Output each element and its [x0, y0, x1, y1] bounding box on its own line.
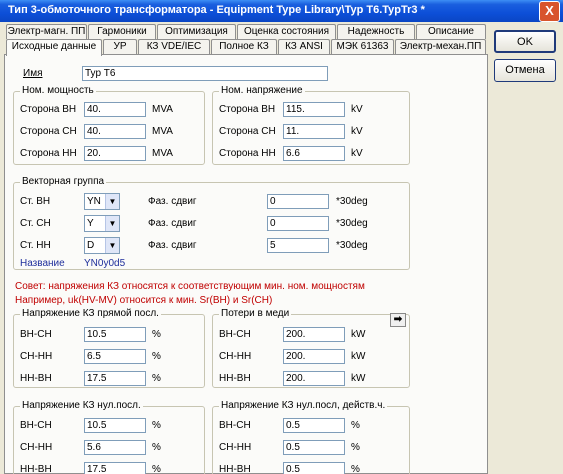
vector-hv-select-value: YN — [87, 196, 101, 207]
sc-zero-real-mv-lv-unit: % — [351, 442, 360, 453]
rated-power-title: Ном. мощность — [22, 85, 94, 96]
sc-positive-title: Напряжение КЗ прямой посл. — [22, 308, 159, 319]
vector-mv-shift-label: Фаз. сдвиг — [148, 218, 197, 229]
copper-hv-mv-label: ВН-СН — [219, 329, 251, 340]
title-bar[interactable] — [0, 0, 563, 22]
sc-pos-lv-hv-label: НН-ВН — [20, 373, 52, 384]
sc-zero-real-hv-mv-unit: % — [351, 420, 360, 431]
sc-zero-mv-lv-label: СН-НН — [20, 442, 53, 453]
rated-voltage-title: Ном. напряжение — [221, 85, 303, 96]
chevron-down-icon[interactable]: ▼ — [105, 238, 119, 253]
rated-voltage-hv-label: Сторона ВН — [219, 104, 276, 115]
rated-voltage-lv-unit: kV — [351, 148, 363, 159]
rated-voltage-mv-unit: kV — [351, 126, 363, 137]
sc-zero-real-mv-lv-input[interactable]: 0.5 — [283, 440, 345, 455]
tab-state-estimation[interactable]: Оценка состояния — [237, 24, 336, 39]
copper-hv-mv-unit: kW — [351, 329, 366, 340]
rated-power-mv-unit: MVA — [152, 126, 173, 137]
sc-zero-hv-mv-unit: % — [152, 420, 161, 431]
vector-hv-shift-input[interactable]: 0 — [267, 194, 329, 209]
close-button[interactable]: X — [539, 1, 560, 22]
copper-lv-hv-unit: kW — [351, 373, 366, 384]
name-input[interactable]: Typ T6 — [82, 66, 328, 81]
rated-voltage-hv-input[interactable]: 115. — [283, 102, 345, 117]
vector-name-value: YN0y0d5 — [84, 258, 126, 269]
vector-hv-unit: *30deg — [336, 196, 368, 207]
rated-power-hv-label: Сторона ВН — [20, 104, 77, 115]
rated-power-mv-input[interactable]: 40. — [84, 124, 146, 139]
sc-pos-hv-mv-unit: % — [152, 329, 161, 340]
sc-zero-real-hv-mv-input[interactable]: 0.5 — [283, 418, 345, 433]
sc-zero-title: Напряжение КЗ нул.посл. — [22, 400, 141, 411]
sc-pos-hv-mv-label: ВН-СН — [20, 329, 52, 340]
rated-power-hv-input[interactable]: 40. — [84, 102, 146, 117]
vector-lv-label: Ст. НН — [20, 240, 51, 251]
ok-button[interactable]: OK — [494, 30, 556, 53]
tab-sc-ansi[interactable]: КЗ ANSI — [278, 39, 330, 54]
sc-zero-real-lv-hv-input[interactable]: 0.5 — [283, 462, 345, 474]
sc-zero-real-lv-hv-unit: % — [351, 464, 360, 474]
vector-lv-select[interactable] — [84, 237, 120, 254]
vector-mv-select-value: Y — [87, 218, 94, 229]
sc-zero-mv-lv-input[interactable]: 5.6 — [84, 440, 146, 455]
window-title: Тип 3-обмоточного трансформатора - Equipment Type Library\Typ T6.TypTr3 * — [8, 4, 425, 16]
sc-zero-group — [13, 400, 205, 474]
vector-name-label: Название — [20, 258, 65, 269]
vector-hv-shift-label: Фаз. сдвиг — [148, 196, 197, 207]
cancel-button[interactable]: Отмена — [494, 59, 556, 82]
tab-harmonics[interactable]: Гармоники — [88, 24, 156, 39]
rated-voltage-group — [212, 85, 410, 165]
sc-zero-lv-hv-unit: % — [152, 464, 161, 474]
copper-lv-hv-label: НН-ВН — [219, 373, 251, 384]
tab-iec-61363[interactable]: МЭК 61363 — [331, 39, 394, 54]
tab-basic-data[interactable]: Исходные данные — [6, 39, 102, 56]
hint-line-2: Например, uk(HV-MV) относится к мин. Sr(ВН) и Sr(СН) — [15, 295, 273, 306]
rated-power-lv-label: Сторона НН — [20, 148, 77, 159]
sc-zero-hv-mv-label: ВН-СН — [20, 420, 52, 431]
sc-zero-lv-hv-label: НН-ВН — [20, 464, 52, 474]
vector-mv-unit: *30deg — [336, 218, 368, 229]
tab-load-flow[interactable]: УР — [103, 39, 137, 54]
sc-zero-lv-hv-input[interactable]: 17.5 — [84, 462, 146, 474]
sc-zero-real-mv-lv-label: СН-НН — [219, 442, 252, 453]
rated-power-lv-input[interactable]: 20. — [84, 146, 146, 161]
vector-lv-select-value: D — [87, 240, 95, 251]
sc-zero-real-title: Напряжение КЗ нул.посл, действ.ч. — [221, 400, 386, 411]
rated-power-group — [13, 85, 205, 165]
copper-mv-lv-unit: kW — [351, 351, 366, 362]
rated-voltage-hv-unit: kV — [351, 104, 363, 115]
vector-lv-shift-label: Фаз. сдвиг — [148, 240, 197, 251]
tabs-row-top — [0, 24, 490, 39]
vector-group-title: Векторная группа — [22, 176, 105, 187]
tab-em-transients[interactable]: Электр-магн. ПП — [7, 26, 86, 37]
vector-lv-shift-input[interactable]: 5 — [267, 238, 329, 253]
tab-complete-sc[interactable]: Полное КЗ — [211, 39, 277, 54]
sc-pos-mv-lv-label: СН-НН — [20, 351, 53, 362]
copper-hv-mv-input[interactable]: 200. — [283, 327, 345, 342]
rated-voltage-lv-label: Сторона НН — [219, 148, 276, 159]
sc-pos-mv-lv-input[interactable]: 6.5 — [84, 349, 146, 364]
sc-zero-real-hv-mv-label: ВН-СН — [219, 420, 251, 431]
vector-hv-select[interactable] — [84, 193, 120, 210]
tab-rms-simulation[interactable]: Электр-механ.ПП — [395, 39, 486, 54]
vector-group-group — [13, 176, 410, 270]
basic-data-panel — [4, 54, 488, 474]
sc-pos-mv-lv-unit: % — [152, 351, 161, 362]
rated-power-hv-unit: MVA — [152, 104, 173, 115]
vector-mv-shift-input[interactable]: 0 — [267, 216, 329, 231]
copper-lv-hv-input[interactable]: 200. — [283, 371, 345, 386]
tab-reliability[interactable]: Надежность — [337, 24, 415, 39]
name-label: Имя — [23, 68, 43, 79]
copper-losses-group — [212, 308, 410, 388]
sc-zero-real-lv-hv-label: НН-ВН — [219, 464, 251, 474]
rated-power-lv-unit: MVA — [152, 148, 173, 159]
copper-losses-title: Потери в меди — [221, 308, 290, 319]
tab-description[interactable]: Описание — [416, 24, 486, 39]
copper-mv-lv-label: СН-НН — [219, 351, 252, 362]
rated-voltage-lv-input[interactable]: 6.6 — [283, 146, 345, 161]
sc-zero-hv-mv-input[interactable]: 10.5 — [84, 418, 146, 433]
rated-voltage-mv-label: Сторона СН — [219, 126, 276, 137]
vector-mv-select[interactable] — [84, 215, 120, 232]
arrow-right-icon[interactable]: ➡ — [390, 313, 406, 327]
tab-sc-vde-iec[interactable]: КЗ VDE/IEC — [138, 39, 210, 54]
chevron-down-icon[interactable]: ▼ — [105, 216, 119, 231]
copper-mv-lv-input[interactable]: 200. — [283, 349, 345, 364]
vector-lv-unit: *30deg — [336, 240, 368, 251]
chevron-down-icon[interactable]: ▼ — [105, 194, 119, 209]
sc-pos-hv-mv-input[interactable]: 10.5 — [84, 327, 146, 342]
sc-positive-group — [13, 308, 205, 388]
sc-pos-lv-hv-input[interactable]: 17.5 — [84, 371, 146, 386]
rated-voltage-mv-input[interactable]: 11. — [283, 124, 345, 139]
sc-zero-real-group — [212, 400, 410, 474]
vector-mv-label: Ст. СН — [20, 218, 51, 229]
sc-zero-mv-lv-unit: % — [152, 442, 161, 453]
tabs-row-bottom — [0, 39, 490, 54]
hint-line-1: Совет: напряжения КЗ относятся к соответствующим мин. ном. мощностям — [15, 281, 365, 292]
rated-power-mv-label: Сторона СН — [20, 126, 77, 137]
sc-pos-lv-hv-unit: % — [152, 373, 161, 384]
vector-hv-label: Ст. ВН — [20, 196, 51, 207]
tab-optimization[interactable]: Оптимизация — [157, 24, 236, 39]
